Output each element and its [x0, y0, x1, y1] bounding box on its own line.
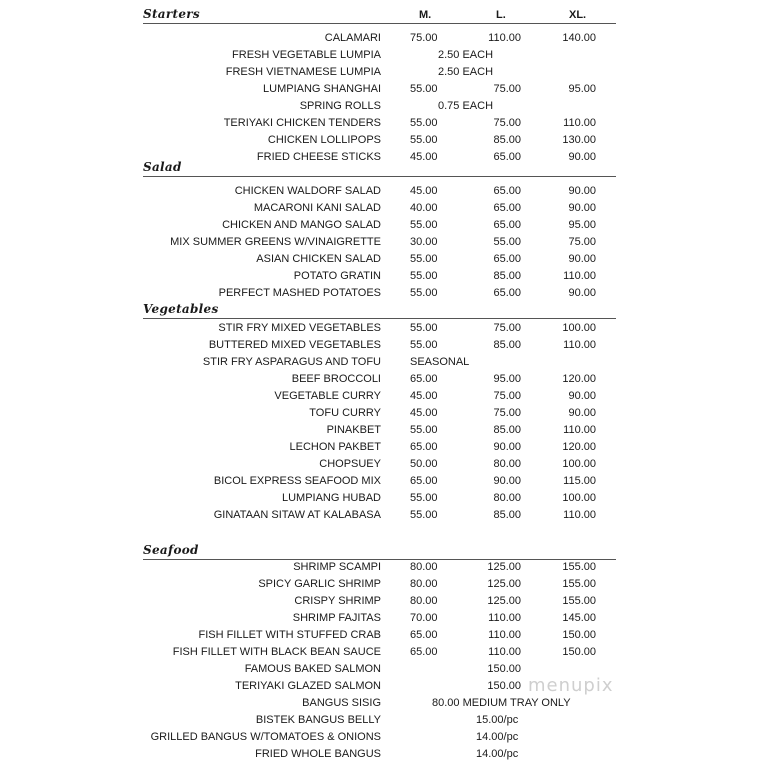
price-extra-large: 90.00	[568, 202, 596, 214]
price-medium: 45.00	[410, 407, 438, 419]
price-extra-large: 155.00	[562, 561, 596, 573]
price-note: 2.50 EACH	[438, 49, 494, 61]
price-extra-large: 145.00	[562, 612, 596, 624]
watermark-logo: menupix	[528, 675, 614, 696]
menu-item-row	[0, 746, 768, 763]
price-medium: 55.00	[410, 492, 438, 504]
menu-item-name: GRILLED BANGUS W/TOMATOES & ONIONS	[150, 731, 381, 743]
price-extra-large: 115.00	[563, 475, 596, 487]
menu-item-name: STIR FRY ASPARAGUS AND TOFU	[202, 356, 381, 368]
menu-item-name: SHRIMP SCAMPI	[293, 561, 381, 573]
price-extra-large: 95.00	[568, 83, 596, 95]
price-medium: 65.00	[410, 475, 438, 487]
price-large: 125.00	[487, 561, 521, 573]
price-large: 125.00	[487, 595, 521, 607]
price-extra-large: 100.00	[562, 458, 596, 470]
section-title-salad: Salad	[143, 160, 182, 174]
menu-item-row	[0, 559, 768, 576]
menu-item-row	[0, 490, 768, 507]
price-medium: 55.00	[410, 83, 438, 95]
menu-item-row	[0, 576, 768, 593]
menu-item-row	[0, 98, 768, 115]
price-medium: 80.00	[410, 561, 438, 573]
price-large: 65.00	[493, 185, 521, 197]
header-extra-large: XL.	[569, 9, 587, 21]
menu-item-row	[0, 81, 768, 98]
price-medium: 45.00	[410, 390, 438, 402]
menu-item-row	[0, 422, 768, 439]
price-large: 110.00	[488, 32, 521, 44]
menu-item-row	[0, 371, 768, 388]
menu-item-name: SHRIMP FAJITAS	[292, 612, 381, 624]
price-extra-large: 90.00	[568, 390, 596, 402]
price-medium: 75.00	[410, 32, 438, 44]
price-extra-large: 90.00	[568, 185, 596, 197]
menu-item-row	[0, 439, 768, 456]
price-large: 85.00	[493, 339, 521, 351]
price-large: 150.00	[487, 680, 521, 692]
price-extra-large: 155.00	[562, 595, 596, 607]
price-medium: 45.00	[410, 185, 438, 197]
menu-item-name: FRESH VIETNAMESE LUMPIA	[225, 66, 381, 78]
price-large: 65.00	[493, 287, 521, 299]
price-extra-large: 155.00	[562, 578, 596, 590]
menu-item-row	[0, 183, 768, 200]
price-extra-large: 90.00	[568, 253, 596, 265]
price-large: 110.00	[488, 646, 521, 658]
price-medium: 55.00	[410, 253, 438, 265]
price-extra-large: 120.00	[562, 441, 596, 453]
menu-item-name: PINAKBET	[326, 424, 381, 436]
menu-item-row	[0, 217, 768, 234]
menu-item-row	[0, 388, 768, 405]
price-extra-large: 90.00	[568, 287, 596, 299]
menu-item-name: TOFU CURRY	[309, 407, 381, 419]
price-medium: 55.00	[410, 134, 438, 146]
price-large: 90.00	[493, 475, 521, 487]
menu-item-row	[0, 712, 768, 729]
price-large: 75.00	[493, 390, 521, 402]
price-note: 2.50 EACH	[438, 66, 494, 78]
menu-item-name: CHOPSUEY	[319, 458, 381, 470]
menu-item-row	[0, 268, 768, 285]
menu-item-name: LUMPIANG SHANGHAI	[263, 83, 381, 95]
price-extra-large: 110.00	[563, 424, 596, 436]
price-note: 14.00/pc	[476, 731, 519, 743]
menu-item-name: FRIED WHOLE BANGUS	[255, 748, 381, 760]
price-extra-large: 95.00	[568, 219, 596, 231]
menu-item-row	[0, 320, 768, 337]
menu-item-name: TERIYAKI CHICKEN TENDERS	[223, 117, 381, 129]
price-medium: 40.00	[410, 202, 438, 214]
price-medium: 65.00	[410, 646, 438, 658]
menu-item-name: SPRING ROLLS	[299, 100, 381, 112]
price-large: 65.00	[493, 202, 521, 214]
menu-item-row	[0, 627, 768, 644]
menu-item-name: BEEF BROCCOLI	[291, 373, 381, 385]
menu-item-row	[0, 456, 768, 473]
price-large: 65.00	[493, 151, 521, 163]
price-medium: 45.00	[410, 151, 438, 163]
menu-item-row	[0, 337, 768, 354]
price-medium: 65.00	[410, 629, 438, 641]
menu-item-name: MIX SUMMER GREENS W/VINAIGRETTE	[170, 236, 381, 248]
price-extra-large: 75.00	[568, 236, 596, 248]
price-large: 75.00	[493, 407, 521, 419]
price-medium: 55.00	[410, 270, 438, 282]
menu-item-name: FISH FILLET WITH BLACK BEAN SAUCE	[172, 646, 381, 658]
menu-item-name: LUMPIANG HUBAD	[281, 492, 381, 504]
menu-item-row	[0, 593, 768, 610]
menu-item-name: FRESH VEGETABLE LUMPIA	[232, 49, 381, 61]
price-medium: 30.00	[410, 236, 438, 248]
price-medium: 55.00	[410, 322, 438, 334]
price-large: 110.00	[488, 629, 521, 641]
price-medium: 50.00	[410, 458, 438, 470]
menu-item-name: BANGUS SISIG	[302, 697, 381, 709]
menu-item-name: FRIED CHEESE STICKS	[256, 151, 381, 163]
menu-item-name: CHICKEN AND MANGO SALAD	[222, 219, 381, 231]
menu-item-name: ASIAN CHICKEN SALAD	[256, 253, 381, 265]
price-large: 65.00	[493, 219, 521, 231]
menu-item-name: BISTEK BANGUS BELLY	[255, 714, 381, 726]
menu-item-name: BUTTERED MIXED VEGETABLES	[208, 339, 381, 351]
menu-item-row	[0, 405, 768, 422]
price-extra-large: 110.00	[563, 117, 596, 129]
menu-item-row	[0, 132, 768, 149]
menu-item-name: BICOL EXPRESS SEAFOOD MIX	[213, 475, 381, 487]
menu-item-row	[0, 610, 768, 627]
price-large: 80.00	[493, 492, 521, 504]
price-extra-large: 150.00	[562, 646, 596, 658]
price-extra-large: 130.00	[562, 134, 596, 146]
menu-item-row	[0, 149, 768, 166]
menu-item-name: GINATAAN SITAW AT KALABASA	[213, 509, 381, 521]
price-extra-large: 120.00	[562, 373, 596, 385]
price-large: 65.00	[493, 253, 521, 265]
menu-item-name: PERFECT MASHED POTATOES	[218, 287, 381, 299]
menu-item-name: MACARONI KANI SALAD	[253, 202, 381, 214]
price-note: 14.00/pc	[476, 748, 519, 760]
price-medium: 55.00	[410, 219, 438, 231]
price-medium: 55.00	[410, 117, 438, 129]
section-rule	[143, 23, 616, 24]
menu-item-row	[0, 354, 768, 371]
price-medium: 70.00	[410, 612, 438, 624]
menu-item-row	[0, 64, 768, 81]
price-large: 150.00	[487, 663, 521, 675]
price-note: 0.75 EACH	[438, 100, 494, 112]
menu-item-row	[0, 30, 768, 47]
price-extra-large: 100.00	[562, 492, 596, 504]
menu-item-name: TERIYAKI GLAZED SALMON	[235, 680, 381, 692]
price-medium: 55.00	[410, 339, 438, 351]
menu-item-row	[0, 661, 768, 678]
price-extra-large: 140.00	[562, 32, 596, 44]
price-large: 125.00	[487, 578, 521, 590]
header-large: L.	[496, 9, 506, 21]
menu-item-name: CALAMARI	[324, 32, 381, 44]
price-note: 80.00 MEDIUM TRAY ONLY	[432, 697, 571, 709]
price-medium: 80.00	[410, 595, 438, 607]
menu-item-row	[0, 473, 768, 490]
menu-item-row	[0, 695, 768, 712]
price-medium: 65.00	[410, 373, 438, 385]
menu-item-name: FISH FILLET WITH STUFFED CRAB	[198, 629, 381, 641]
price-large: 95.00	[493, 373, 521, 385]
price-note: 15.00/pc	[476, 714, 519, 726]
menu-item-row	[0, 644, 768, 661]
price-large: 85.00	[493, 424, 521, 436]
menu-item-name: VEGETABLE CURRY	[274, 390, 381, 402]
price-medium: 55.00	[410, 509, 438, 521]
menu-item-name: CRISPY SHRIMP	[294, 595, 381, 607]
menu-item-row	[0, 251, 768, 268]
price-extra-large: 90.00	[568, 151, 596, 163]
price-medium: 55.00	[410, 287, 438, 299]
price-large: 85.00	[493, 509, 521, 521]
price-large: 85.00	[493, 270, 521, 282]
price-extra-large: 100.00	[562, 322, 596, 334]
section-title-starters: Starters	[143, 7, 200, 21]
menu-item-row	[0, 507, 768, 524]
price-medium: 80.00	[410, 578, 438, 590]
menu-item-name: POTATO GRATIN	[293, 270, 381, 282]
menu-item-name: STIR FRY MIXED VEGETABLES	[218, 322, 381, 334]
price-large: 90.00	[493, 441, 521, 453]
price-medium: 65.00	[410, 441, 438, 453]
section-title-seafood: Seafood	[143, 543, 199, 557]
menu-item-name: SPICY GARLIC SHRIMP	[258, 578, 381, 590]
price-note: SEASONAL	[410, 356, 470, 368]
section-title-vegetables: Vegetables	[143, 302, 219, 316]
header-medium: M.	[419, 9, 432, 21]
price-medium: 55.00	[410, 424, 438, 436]
menu-item-name: CHICKEN LOLLIPOPS	[267, 134, 381, 146]
section-rule	[143, 176, 616, 177]
price-large: 80.00	[493, 458, 521, 470]
menu-item-row	[0, 200, 768, 217]
menu-item-row	[0, 678, 768, 695]
price-extra-large: 150.00	[562, 629, 596, 641]
menu-item-row	[0, 285, 768, 302]
price-large: 85.00	[493, 134, 521, 146]
section-rule	[143, 318, 616, 319]
price-large: 110.00	[488, 612, 521, 624]
price-extra-large: 110.00	[563, 339, 596, 351]
menu-item-row	[0, 729, 768, 746]
menu-item-row	[0, 234, 768, 251]
menu-item-name: LECHON PAKBET	[289, 441, 381, 453]
price-large: 75.00	[493, 83, 521, 95]
price-extra-large: 110.00	[563, 270, 596, 282]
menu-item-name: FAMOUS BAKED SALMON	[244, 663, 381, 675]
menu-item-name: CHICKEN WALDORF SALAD	[234, 185, 381, 197]
price-large: 75.00	[493, 322, 521, 334]
price-extra-large: 110.00	[563, 509, 596, 521]
menu-item-row	[0, 47, 768, 64]
menu-item-row	[0, 115, 768, 132]
price-extra-large: 90.00	[568, 407, 596, 419]
price-large: 55.00	[493, 236, 521, 248]
price-large: 75.00	[493, 117, 521, 129]
